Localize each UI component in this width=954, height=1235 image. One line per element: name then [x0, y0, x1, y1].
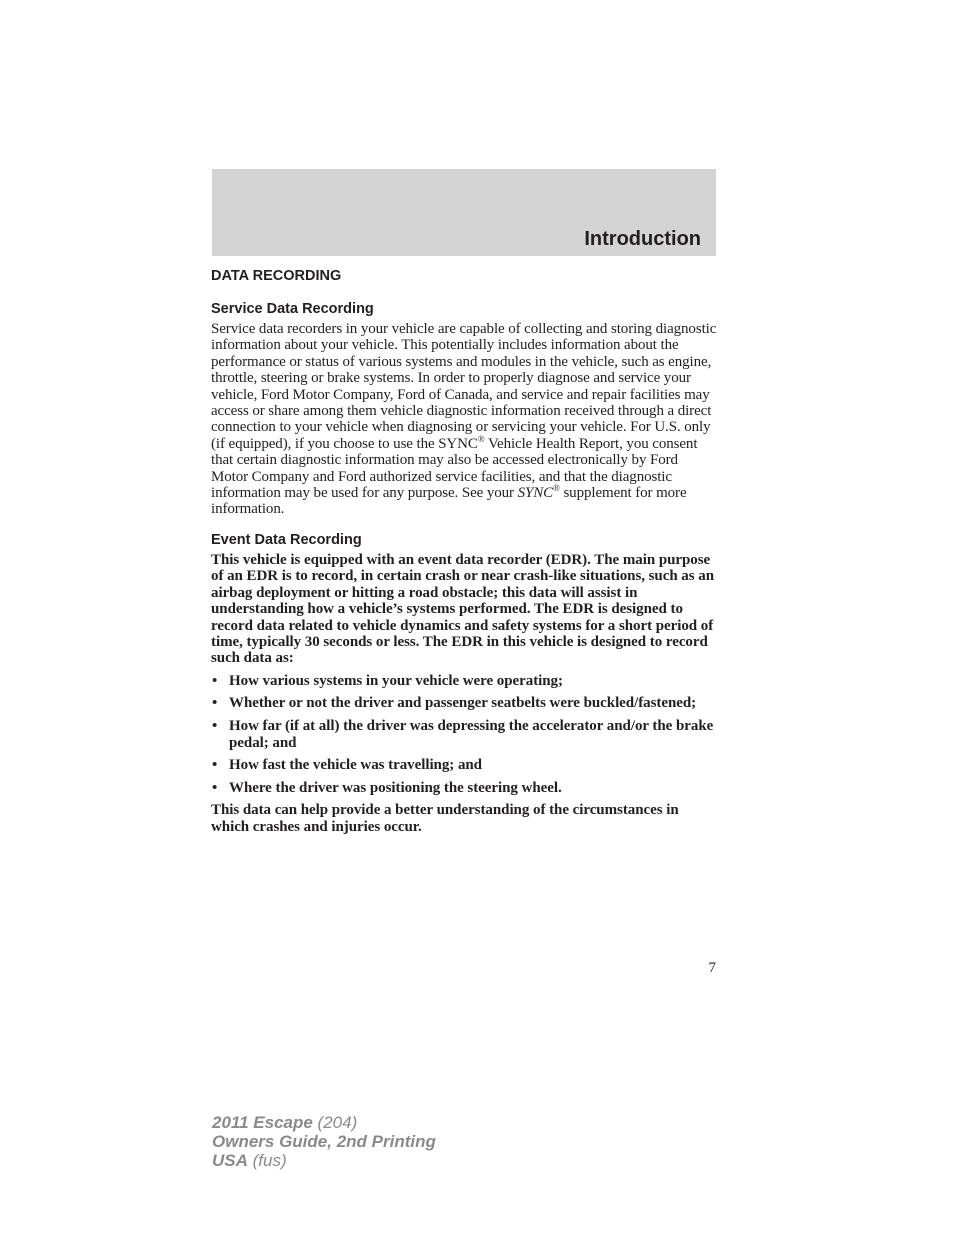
section-heading: DATA RECORDING	[211, 268, 342, 284]
list-item-text: How various systems in your vehicle were operating;	[229, 672, 563, 689]
edr-data-list	[211, 673, 717, 797]
list-item	[211, 718, 717, 751]
list-item	[211, 695, 717, 712]
bullet-icon: •	[212, 757, 218, 774]
list-item-text: How fast the vehicle was travelling; and	[229, 757, 482, 774]
footer-model: 2011 Escape	[212, 1113, 313, 1132]
document-footer	[212, 1113, 436, 1170]
service-data-paragraph	[211, 321, 717, 518]
page-number: 7	[708, 960, 716, 976]
list-item-text: Where the driver was positioning the steering wheel.	[229, 779, 562, 796]
service-text-part-a: Service data recorders in your vehicle are capable of collecting and storing diagnostic information about your vehicle. This potentially includes information about the performance or status of various systems and modules in the vehicle, such as engine, throttle, steering or brake systems. In order to properly diagnose and service your vehicle, Ford Motor Company, Ford of Canada, and service and repair facilities may access or share among them vehicle diagnostic information received through a direct connection to your vehicle when diagnosing or servicing your vehicle. For U.S. only (if equipped), if you choose to use the SYNC	[211, 321, 717, 452]
event-data-intro: This vehicle is equipped with an event data recorder (EDR). The main purpose of an EDR is to record, in certain crash or near crash-like situations, such as an airbag deployment or hitting a road obstacle; this data will assist in understanding how a vehicle’s systems performed. The EDR is designed to record data related to vehicle dynamics and safety systems for a short period of time, typically 30 seconds or less. The EDR in this vehicle is designed to record such data as:	[211, 551, 714, 667]
service-data-heading: Service Data Recording	[211, 301, 374, 317]
chapter-header-band	[212, 169, 716, 256]
page-content	[211, 266, 717, 841]
footer-line-guide: Owners Guide, 2nd Printing	[212, 1132, 436, 1151]
bullet-icon: •	[212, 672, 218, 689]
service-text-part-c: supplement for more information.	[211, 485, 687, 518]
footer-market: USA	[212, 1151, 248, 1170]
sync-italic: SYNC	[517, 485, 554, 502]
event-data-heading: Event Data Recording	[211, 531, 362, 548]
registered-mark-2: ®	[553, 483, 560, 494]
list-item	[211, 757, 717, 774]
bullet-icon: •	[212, 779, 218, 796]
footer-line-model	[212, 1113, 436, 1132]
list-item-text: Whether or not the driver and passenger seatbelts were buckled/fastened;	[229, 695, 697, 712]
closing-paragraph: This data can help provide a better understanding of the circumstances in which crashes and injuries occur.	[211, 802, 679, 835]
bullet-icon: •	[212, 717, 218, 734]
list-item	[211, 780, 717, 797]
registered-mark: ®	[477, 433, 485, 444]
service-text-part-b: Vehicle Health Report, you consent that certain diagnostic information may also be accessed electronically by Ford Motor Company and Ford authorized service facilities, and that the diagnostic information may be used for any purpose. See your	[211, 435, 698, 502]
chapter-title: Introduction	[584, 228, 701, 250]
footer-line-market	[212, 1151, 436, 1170]
list-item-text: How far (if at all) the driver was depressing the accelerator and/or the brake pedal; and	[229, 717, 714, 751]
footer-model-code: (204)	[312, 1113, 358, 1132]
footer-market-code: (fus)	[247, 1151, 287, 1170]
bullet-icon: •	[212, 695, 218, 712]
list-item	[211, 673, 717, 690]
